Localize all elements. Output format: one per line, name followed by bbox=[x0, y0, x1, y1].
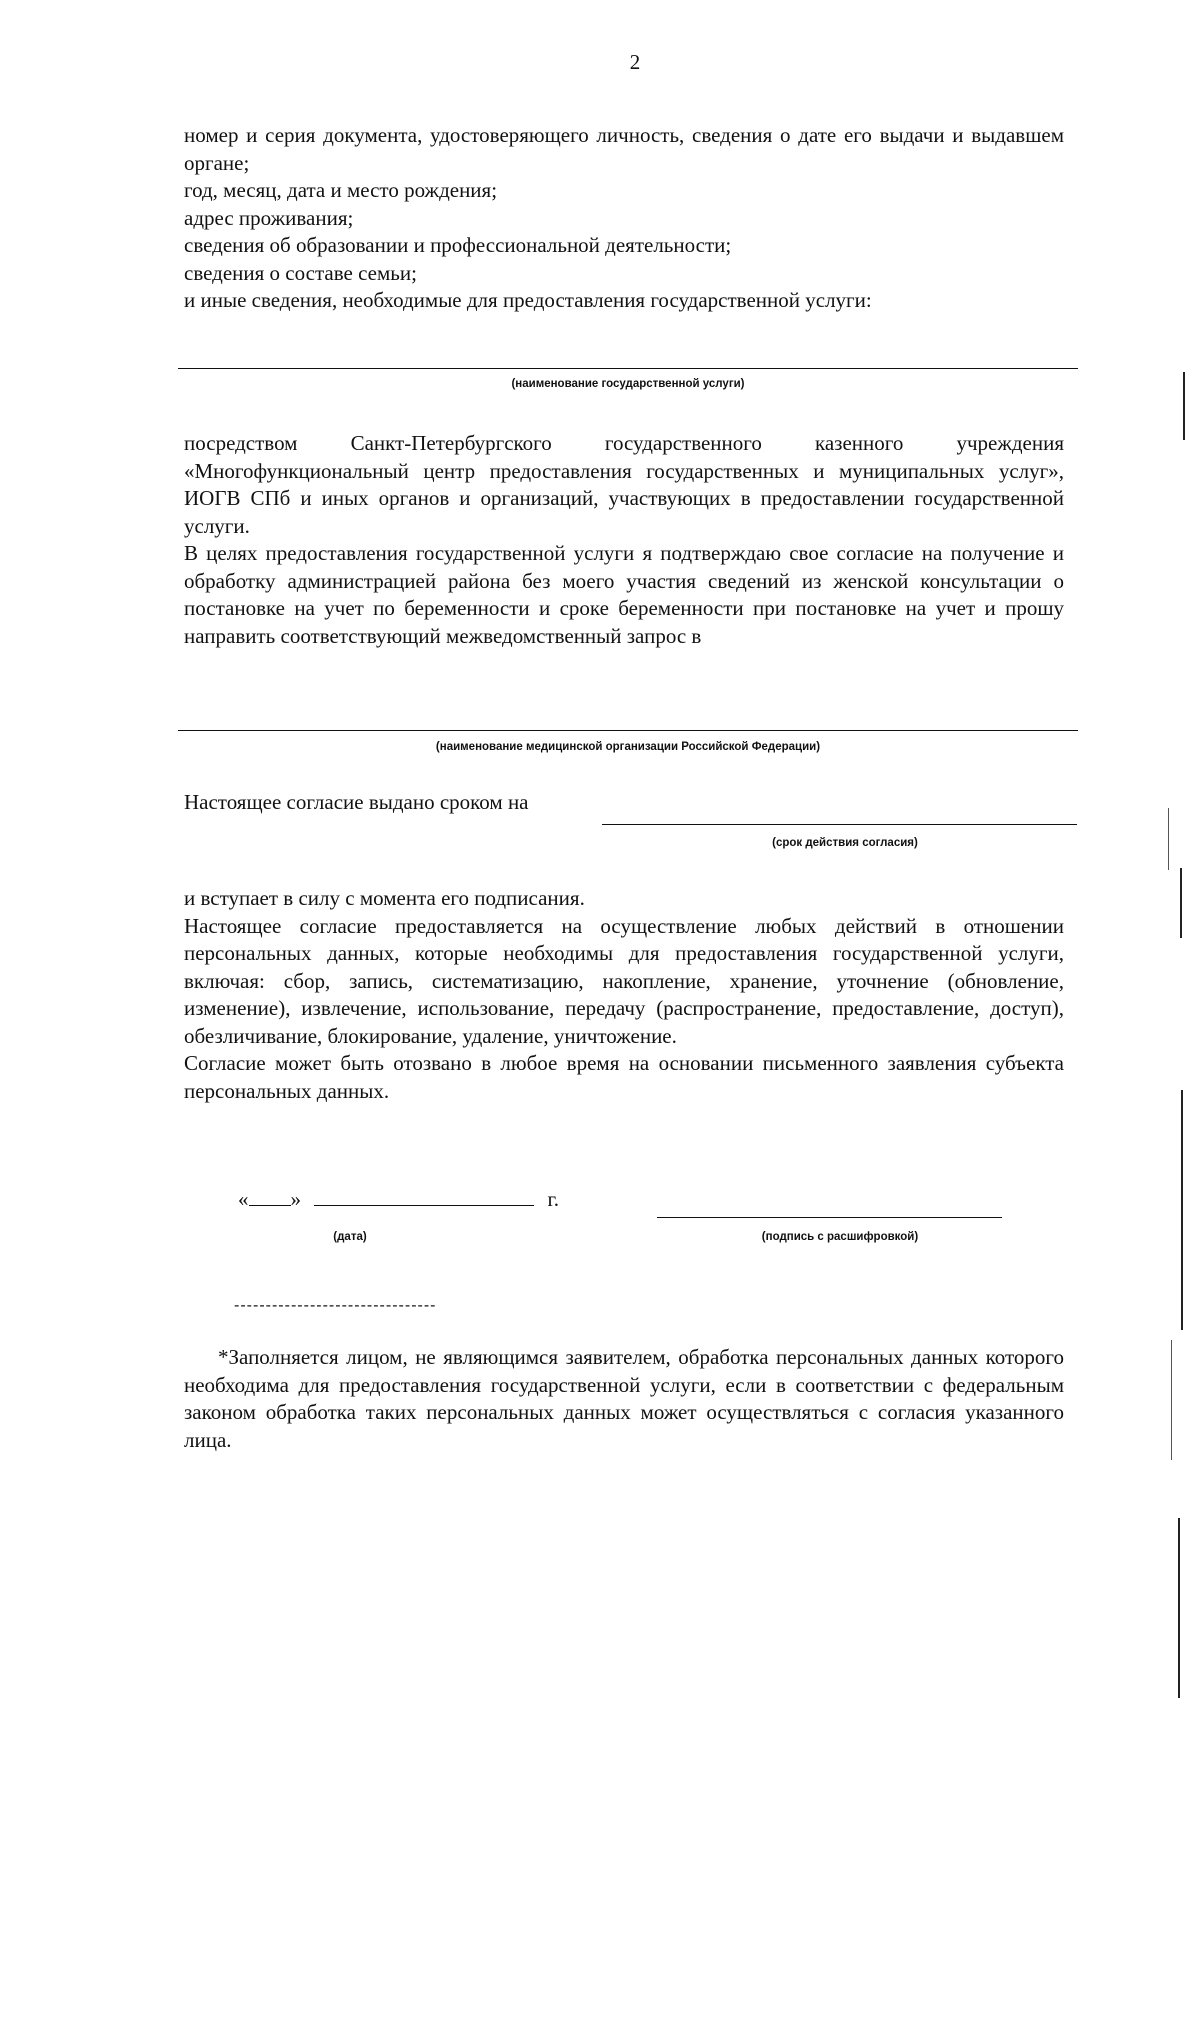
list-item: сведения об образовании и профессиональной деятельности; bbox=[184, 233, 732, 257]
service-name-line[interactable] bbox=[178, 368, 1078, 369]
month-blank[interactable] bbox=[314, 1185, 534, 1206]
scan-mark bbox=[1178, 1518, 1180, 1698]
medical-org-caption: (наименование медицинской организации Российской Федерации) bbox=[435, 741, 821, 753]
consent-paragraph: В целях предоставления государственной услуги я подтверждаю свое согласие на получение и обработку администрацией района без моего участия сведений из женской консультации о постановке на учет по беременности и сроке беременности при постановке на учет и прошу направить соответствующий межведомственный запрос в bbox=[184, 541, 1064, 648]
footnote bbox=[184, 1344, 1064, 1454]
list-item: и иные сведения, необходимые для предоставления государственной услуги: bbox=[184, 288, 872, 312]
list-item: сведения о составе семьи; bbox=[184, 260, 417, 285]
validity-paragraph: и вступает в силу с момента его подписания. bbox=[184, 886, 585, 910]
date-field bbox=[238, 1185, 559, 1213]
actions-paragraph: Настоящее согласие предоставляется на осуществление любых действий в отношении персональных данных, которые необходимы для предоставления государственной услуги, включая: сбор, запись, систематизацию, накопление, хранение, уточнение (обновление, изменение), извлечение, использование, передачу (распространение, предоставление, доступ), обезличивание, блокирование, удаление, уничтожение. bbox=[184, 913, 1064, 1048]
scan-mark bbox=[1171, 1340, 1172, 1460]
consent-terms bbox=[184, 885, 1064, 1105]
close-quote: » bbox=[290, 1187, 301, 1211]
term-line[interactable] bbox=[602, 824, 1077, 825]
scan-mark bbox=[1183, 372, 1185, 440]
signature-line[interactable] bbox=[657, 1217, 1002, 1218]
date-caption: (дата) bbox=[333, 1231, 367, 1243]
list-item: год, месяц, дата и место рождения; bbox=[184, 178, 498, 202]
year-suffix: г. bbox=[547, 1187, 559, 1211]
scan-mark bbox=[1181, 1090, 1183, 1330]
medical-org-line[interactable] bbox=[178, 730, 1078, 731]
term-label: Настоящее согласие выдано сроком на bbox=[184, 790, 529, 814]
term-caption: (срок действия согласия) bbox=[772, 837, 918, 849]
list-item: номер и серия документа, удостоверяющего личность, сведения о дате его выдачи и выдавшем органе; bbox=[184, 123, 1064, 175]
signature-caption: (подпись с расшифровкой) bbox=[761, 1231, 919, 1243]
scan-mark bbox=[1180, 868, 1182, 938]
scan-mark bbox=[1168, 808, 1169, 870]
footnote-separator: -------------------------------- bbox=[234, 1297, 437, 1314]
footnote-text: *Заполняется лицом, не являющимся заявителем, обработка персональных данных которого необходима для предоставления государственной услуги, если в соответствии с федеральным законом обработка таких персональных данных может осуществляться с согласия указанного лица. bbox=[184, 1345, 1064, 1452]
day-blank[interactable] bbox=[249, 1185, 291, 1206]
personal-data-list bbox=[184, 122, 1064, 315]
open-quote: « bbox=[238, 1187, 249, 1211]
mfc-paragraph: посредством Санкт-Петербургского государственного казенного учреждения «Многофункциональный центр предоставления государственных и муниципальных услуг», ИОГВ СПб и иных органов и организаций, участвующих в предоставлении государственной услуги. bbox=[184, 431, 1064, 538]
revocation-paragraph: Согласие может быть отозвано в любое время на основании письменного заявления субъекта персональных данных. bbox=[184, 1051, 1064, 1103]
list-item: адрес проживания; bbox=[184, 205, 354, 230]
consent-intro bbox=[184, 430, 1064, 650]
page-number: 2 bbox=[629, 50, 641, 74]
service-name-caption: (наименование государственной услуги) bbox=[511, 378, 745, 390]
